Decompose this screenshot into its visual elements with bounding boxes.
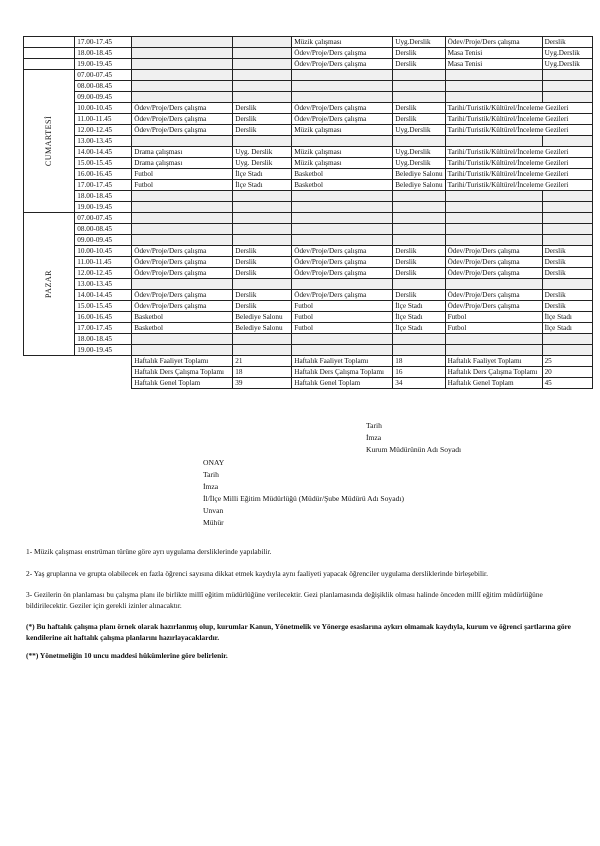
location-cell: İlçe Stadı [233,169,292,180]
activity-cell [445,70,542,81]
table-row [24,158,593,169]
time-slot: 15.00-15.45 [75,301,132,312]
total-value: 16 [393,367,445,378]
activity-cell [292,136,393,147]
location-cell: Belediye Salonu [393,180,445,191]
location-cell: İlçe Stadı [393,323,445,334]
time-slot: 08.00-08.45 [75,81,132,92]
weekly-schedule-table [23,36,593,389]
location-cell: Derslik [393,114,445,125]
location-cell: Derslik [393,103,445,114]
location-cell: Derslik [542,246,592,257]
table-row [24,213,593,224]
location-cell [233,224,292,235]
activity-cell: Futbol [292,312,393,323]
location-cell [233,136,292,147]
activity-cell [445,345,542,356]
location-cell [393,345,445,356]
location-cell [393,191,445,202]
table-row [24,345,593,356]
location-cell: Derslik [393,48,445,59]
table-row [24,191,593,202]
activity-cell: Ödev/Proje/Ders çalışma [445,37,542,48]
location-cell [542,136,592,147]
location-cell [233,48,292,59]
total-label: Haftalık Genel Toplam [292,378,393,389]
activity-cell [132,48,233,59]
signature-name: Kurum Müdürünün Adı Soyadı [366,445,462,454]
activity-cell [445,224,542,235]
table-row [24,279,593,290]
location-cell: Uyg.Derslik [542,59,592,70]
table-row [24,125,593,136]
total-label: Haftalık Ders Çalışma Toplamı [292,367,393,378]
activity-cell: Ödev/Proje/Ders çalışma [132,125,233,136]
activity-cell: Futbol [132,169,233,180]
signature-date: Tarih [366,421,382,430]
table-row [24,37,593,48]
location-cell [542,345,592,356]
time-slot: 17.00-17.45 [75,37,132,48]
activity-cell [445,92,542,103]
location-cell: İlçe Stadı [542,312,592,323]
activity-cell [132,345,233,356]
location-cell: Derslik [393,59,445,70]
time-slot: 14.00-14.45 [75,290,132,301]
activity-cell: Tarihi/Turistik/Kültürel/İnceleme Gezileri [445,147,592,158]
activity-cell: Ödev/Proje/Ders çalışma [132,301,233,312]
activity-cell [132,279,233,290]
location-cell: Derslik [393,290,445,301]
table-row [24,81,593,92]
total-value: 34 [393,378,445,389]
activity-cell [132,37,233,48]
activity-cell: Ödev/Proje/Ders çalışma [132,103,233,114]
activity-cell [132,92,233,103]
location-cell: Derslik [542,37,592,48]
location-cell [542,213,592,224]
activity-cell [132,59,233,70]
location-cell: Uyg.Derslik [393,37,445,48]
time-slot: 19.00-19.45 [75,345,132,356]
activity-cell: Ödev/Proje/Ders çalışma [292,59,393,70]
activity-cell [445,136,542,147]
activity-cell: Ödev/Proje/Ders çalışma [292,114,393,125]
time-slot: 10.00-10.45 [75,103,132,114]
location-cell: Belediye Salonu [393,169,445,180]
activity-cell: Ödev/Proje/Ders çalışma [292,103,393,114]
total-value: 39 [233,378,292,389]
location-cell [393,136,445,147]
table-row [24,114,593,125]
activity-cell [445,334,542,345]
activity-cell: Drama çalışması [132,147,233,158]
location-cell: Derslik [233,125,292,136]
activity-cell: Tarihi/Turistik/Kültürel/İnceleme Gezileri [445,125,592,136]
time-slot: 19.00-19.45 [75,59,132,70]
approval-block [203,457,404,529]
location-cell: İlçe Stadı [393,312,445,323]
activity-cell: Futbol [445,323,542,334]
activity-cell [292,213,393,224]
activity-cell: Ödev/Proje/Ders çalışma [445,257,542,268]
total-value: 21 [233,356,292,367]
day-label [24,70,75,213]
location-cell [233,92,292,103]
activity-cell: Ödev/Proje/Ders çalışma [132,290,233,301]
location-cell: Uyg.Derslik [393,158,445,169]
time-slot: 16.00-16.45 [75,169,132,180]
location-cell: Derslik [542,290,592,301]
location-cell [233,59,292,70]
location-cell [542,191,592,202]
approval-date: Tarih [203,470,219,479]
activity-cell: Ödev/Proje/Ders çalışma [132,114,233,125]
total-value: 45 [542,378,592,389]
location-cell [233,334,292,345]
activity-cell: Müzik çalışması [292,158,393,169]
total-label: Haftalık Faaliyet Toplamı [132,356,233,367]
time-slot: 15.00-15.45 [75,158,132,169]
activity-cell: Masa Tenisi [445,48,542,59]
location-cell: İlçe Stadı [542,323,592,334]
activity-cell: Ödev/Proje/Ders çalışma [445,246,542,257]
totals-row [24,356,593,367]
location-cell: Belediye Salonu [233,323,292,334]
time-slot: 12.00-12.45 [75,268,132,279]
table-row [24,103,593,114]
blank-cell [24,367,132,378]
location-cell: İlçe Stadı [233,180,292,191]
time-slot: 13.00-13.45 [75,279,132,290]
time-slot: 16.00-16.45 [75,312,132,323]
time-slot: 14.00-14.45 [75,147,132,158]
activity-cell [132,224,233,235]
table-row [24,290,593,301]
day-label [24,213,75,356]
activity-cell [445,202,542,213]
activity-cell: Masa Tenisi [445,59,542,70]
activity-cell [132,81,233,92]
table-row [24,136,593,147]
location-cell [233,213,292,224]
table-row [24,92,593,103]
location-cell: Derslik [233,257,292,268]
activity-cell: Drama çalışması [132,158,233,169]
time-slot: 09.00-09.45 [75,235,132,246]
activity-cell [132,136,233,147]
day-name: CUMARTESİ [44,115,54,167]
activity-cell [132,202,233,213]
location-cell: Derslik [233,114,292,125]
location-cell [233,70,292,81]
table-row [24,235,593,246]
activity-cell: Ödev/Proje/Ders çalışma [292,257,393,268]
location-cell [233,345,292,356]
time-slot: 17.00-17.45 [75,323,132,334]
approval-onay: ONAY [203,458,225,467]
location-cell: İlçe Stadı [393,301,445,312]
totals-row [24,367,593,378]
location-cell [393,213,445,224]
time-slot: 12.00-12.45 [75,125,132,136]
table-row [24,48,593,59]
activity-cell: Ödev/Proje/Ders çalışma [445,290,542,301]
location-cell: Uyg.Derslik [393,125,445,136]
location-cell: Derslik [233,301,292,312]
time-slot: 07.00-07.45 [75,213,132,224]
note-2: 2- Yaş gruplarına ve grupta olabilecek en fazla öğrenci sayısına dikkat etmek kaydıyla aynı faaliyeti yapacak öğrenciler uygulama dersliklerinde birleşebilir. [26,569,488,578]
location-cell: Derslik [542,257,592,268]
table-row [24,268,593,279]
activity-cell [445,213,542,224]
day-cell-continued [24,59,75,70]
activity-cell: Basketbol [132,312,233,323]
activity-cell: Müzik çalışması [292,147,393,158]
activity-cell: Ödev/Proje/Ders çalışma [292,48,393,59]
activity-cell: Tarihi/Turistik/Kültürel/İnceleme Gezileri [445,114,592,125]
table-row [24,180,593,191]
location-cell: Uyg. Derslik [233,158,292,169]
total-value: 20 [542,367,592,378]
activity-cell: Ödev/Proje/Ders çalışma [445,268,542,279]
location-cell [542,334,592,345]
table-row [24,334,593,345]
location-cell [542,92,592,103]
table-row [24,312,593,323]
location-cell [542,202,592,213]
time-slot: 11.00-11.45 [75,257,132,268]
note-1: 1- Müzik çalışması enstrüman türüne göre ayrı uygulama dersliklerinde yapılabilir. [26,547,272,556]
location-cell: Derslik [233,103,292,114]
table-row [24,147,593,158]
activity-cell [292,235,393,246]
approval-sign: İmza [203,482,219,491]
activity-cell [292,81,393,92]
table-row [24,70,593,81]
table-row [24,169,593,180]
day-cell-continued [24,37,75,48]
activity-cell: Ödev/Proje/Ders çalışma [292,290,393,301]
total-label: Haftalık Faaliyet Toplamı [292,356,393,367]
activity-cell [445,279,542,290]
activity-cell: Ödev/Proje/Ders çalışma [132,268,233,279]
activity-cell [292,202,393,213]
total-label: Haftalık Faaliyet Toplamı [445,356,542,367]
location-cell [233,81,292,92]
approval-office: İl/İlçe Milli Eğitim Müdürlüğü (Müdür/Şube Müdürü Adı Soyadı) [203,494,405,503]
activity-cell: Tarihi/Turistik/Kültürel/İnceleme Gezileri [445,180,592,191]
location-cell [233,191,292,202]
location-cell [393,334,445,345]
total-label: Haftalık Genel Toplam [132,378,233,389]
activity-cell [132,70,233,81]
activity-cell [292,92,393,103]
blank-cell [24,356,132,367]
total-label: Haftalık Ders Çalışma Toplamı [132,367,233,378]
activity-cell: Ödev/Proje/Ders çalışma [292,246,393,257]
time-slot: 07.00-07.45 [75,70,132,81]
signature-sign: İmza [366,433,382,442]
activity-cell: Müzik çalışması [292,37,393,48]
time-slot: 18.00-18.45 [75,334,132,345]
total-label: Haftalık Genel Toplam [445,378,542,389]
activity-cell [445,81,542,92]
table-row [24,202,593,213]
time-slot: 13.00-13.45 [75,136,132,147]
note-3: 3- Gezilerin ön planlaması bu çalışma planı ile birlikte millî eğitim müdürlüğüne verilecektir. Gezi planlamasında değişiklik olması halinde önceden millî eğitim müdürlüğüne bildirilecektir. Geziler için gerekli izinler alınacaktır. [26,590,543,610]
location-cell: Derslik [393,246,445,257]
activity-cell: Basketbol [292,169,393,180]
time-slot: 18.00-18.45 [75,191,132,202]
table-row [24,301,593,312]
location-cell [233,235,292,246]
location-cell [393,81,445,92]
location-cell: Uyg.Derslik [393,147,445,158]
activity-cell: Tarihi/Turistik/Kültürel/İnceleme Gezileri [445,169,592,180]
activity-cell: Ödev/Proje/Ders çalışma [132,257,233,268]
location-cell [393,224,445,235]
activity-cell: Futbol [445,312,542,323]
location-cell [542,70,592,81]
day-name: PAZAR [44,270,54,298]
activity-cell: Ödev/Proje/Ders çalışma [445,301,542,312]
activity-cell: Ödev/Proje/Ders çalışma [132,246,233,257]
location-cell [393,92,445,103]
activity-cell: Ödev/Proje/Ders çalışma [292,268,393,279]
time-slot: 09.00-09.45 [75,92,132,103]
day-cell-continued [24,48,75,59]
approval-seal: Mühür [203,518,224,527]
time-slot: 08.00-08.45 [75,224,132,235]
location-cell [233,279,292,290]
location-cell: Derslik [542,268,592,279]
table-row [24,323,593,334]
activity-cell: Basketbol [132,323,233,334]
activity-cell: Futbol [292,323,393,334]
activity-cell [292,191,393,202]
location-cell [542,235,592,246]
signature-block [366,420,461,456]
location-cell [542,279,592,290]
activity-cell [292,279,393,290]
activity-cell [132,334,233,345]
note-4: (*) Bu haftalık çalışma planı örnek olarak hazırlanmış olup, kurumlar Kanun, Yönetmelik ve Yönerge esaslarına aykırı olmamak kaydıyla, kurum ve öğrenci şartlarına göre kendilerine ait haftalık çalışma planlarını hazırlayacaklardır. [26,622,571,642]
location-cell: Derslik [393,268,445,279]
totals-row [24,378,593,389]
table-row [24,246,593,257]
location-cell: Derslik [233,268,292,279]
location-cell [393,279,445,290]
activity-cell: Futbol [132,180,233,191]
total-value: 18 [393,356,445,367]
activity-cell [132,213,233,224]
location-cell [393,70,445,81]
activity-cell [132,235,233,246]
time-slot: 18.00-18.45 [75,48,132,59]
note-5: (**) Yönetmeliğin 10 uncu maddesi hükümlerine göre belirlenir. [26,651,228,660]
activity-cell [292,224,393,235]
activity-cell: Tarihi/Turistik/Kültürel/İnceleme Gezileri [445,103,592,114]
total-value: 18 [233,367,292,378]
location-cell: Derslik [233,246,292,257]
activity-cell [445,191,542,202]
location-cell [393,202,445,213]
location-cell [542,81,592,92]
activity-cell: Basketbol [292,180,393,191]
location-cell: Uyg.Derslik [542,48,592,59]
table-row [24,59,593,70]
blank-cell [24,378,132,389]
activity-cell [292,345,393,356]
time-slot: 10.00-10.45 [75,246,132,257]
location-cell [233,37,292,48]
location-cell: Belediye Salonu [233,312,292,323]
activity-cell: Müzik çalışması [292,125,393,136]
location-cell [393,235,445,246]
activity-cell: Tarihi/Turistik/Kültürel/İnceleme Gezileri [445,158,592,169]
location-cell [542,224,592,235]
activity-cell [445,235,542,246]
approval-title: Unvan [203,506,224,515]
activity-cell [292,334,393,345]
total-value: 25 [542,356,592,367]
location-cell: Derslik [393,257,445,268]
table-row [24,257,593,268]
location-cell: Derslik [233,290,292,301]
time-slot: 17.00-17.45 [75,180,132,191]
total-label: Haftalık Ders Çalışma Toplamı [445,367,542,378]
location-cell: Uyg. Derslik [233,147,292,158]
location-cell: Derslik [542,301,592,312]
time-slot: 19.00-19.45 [75,202,132,213]
activity-cell: Futbol [292,301,393,312]
location-cell [233,202,292,213]
activity-cell [132,191,233,202]
activity-cell [292,70,393,81]
table-row [24,224,593,235]
time-slot: 11.00-11.45 [75,114,132,125]
